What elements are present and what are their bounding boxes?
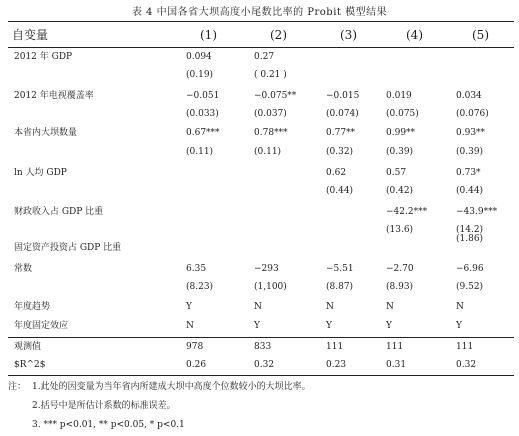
se-cell: ( 0.21 ) [254, 70, 287, 80]
flag-cell: Y [326, 321, 332, 331]
flag-cell: Y [386, 321, 392, 331]
top-rule [8, 21, 514, 22]
stats-cell: 0.32 [456, 360, 477, 370]
flag-cell: Y [456, 321, 462, 331]
coef-cell: −0.051 [186, 91, 220, 101]
stats-cell: 0.32 [254, 360, 275, 370]
se-cell: (0.11) [254, 147, 282, 157]
se-row [0, 278, 519, 296]
coef-cell: 0.27 [254, 52, 275, 62]
stats-cell: 111 [456, 342, 474, 352]
flag-cell: N [326, 302, 334, 312]
coef-cell: −0.015 [326, 91, 360, 101]
header-col-5: (5) [472, 28, 489, 42]
se-cell: (0.075) [386, 109, 419, 119]
se-row [0, 182, 519, 200]
coef-cell: 6.35 [186, 264, 207, 274]
coef-cell: −43.9*** [456, 207, 498, 217]
coef-cell: 0.77** [326, 128, 356, 138]
stats-row [0, 356, 519, 374]
se-cell: (0.11) [186, 147, 214, 157]
coef-cell: 0.73* [456, 168, 481, 178]
se-cell: (0.32) [326, 147, 354, 157]
se-cell: (9.52) [456, 282, 484, 292]
se-row [0, 143, 519, 161]
se-cell: (0.074) [326, 109, 359, 119]
coef-cell: 0.62 [326, 168, 347, 178]
table-row [0, 317, 519, 335]
stats-cell: 978 [186, 342, 204, 352]
coef-cell: −42.2*** [386, 207, 428, 217]
stats-cell: 0.23 [326, 360, 347, 370]
stats-cell: 111 [326, 342, 344, 352]
coef-cell: 0.034 [456, 91, 482, 101]
flag-cell: Y [254, 321, 260, 331]
note-1: 1.此处的因变量为当年省内所建成大坝中高度个位数较小的大坝比率。 [32, 382, 311, 392]
se-cell: (0.076) [456, 109, 489, 119]
coef-cell: 0.78*** [254, 128, 288, 138]
se-cell: (8.93) [386, 282, 414, 292]
se-cell: (0.42) [386, 186, 414, 196]
header-col-4: (4) [406, 28, 423, 42]
coef-cell: −2.70 [386, 264, 414, 274]
se-cell: (8.23) [186, 282, 214, 292]
stats-label: $R^2$ [14, 360, 46, 370]
se-cell: (13.6) [386, 225, 414, 235]
stats-cell: 833 [254, 342, 272, 352]
se-cell: (0.39) [386, 147, 414, 157]
se-row [0, 66, 519, 84]
row-label: 2012 年电视覆盖率 [14, 91, 94, 101]
row-label: 财政收入占 GDP 比重 [14, 207, 104, 217]
coef-cell: −6.96 [456, 264, 484, 274]
coef-cell: −293 [254, 264, 279, 274]
stats-cell: 111 [386, 342, 404, 352]
se-cell: (14.2) [456, 225, 484, 235]
se-cell: (0.39) [456, 147, 484, 157]
row-label: 年度趋势 [14, 302, 51, 312]
flag-cell: N [254, 302, 262, 312]
stats-cell: 0.31 [386, 360, 407, 370]
table-row [0, 87, 519, 105]
table-caption: 表 4 中国各省大坝高度小尾数比率的 Probit 模型结果 [131, 7, 388, 18]
coef-cell: 0.57 [386, 168, 407, 178]
row-label: 固定资产投资占 GDP 比重 [14, 243, 122, 253]
table-row [0, 203, 519, 221]
header-col-3: (3) [340, 28, 357, 42]
table-row [0, 124, 519, 142]
row-label: 本省内大坝数量 [14, 128, 78, 138]
table-row [0, 48, 519, 66]
coef-cell: 0.93** [456, 128, 486, 138]
notes-prefix: 注： [8, 382, 27, 392]
flag-cell: N [186, 321, 194, 331]
row-label: 年度固定效应 [14, 321, 69, 331]
table-row [0, 298, 519, 316]
table-row [0, 260, 519, 278]
stats-cell: 0.26 [186, 360, 207, 370]
bottom-rule [8, 375, 514, 376]
stats-row [0, 338, 519, 356]
row-label: 常数 [14, 264, 33, 274]
coef-cell: 0.019 [386, 91, 412, 101]
flag-cell: N [456, 302, 464, 312]
row-label: 2012 年 GDP [14, 52, 73, 62]
se-row [0, 105, 519, 123]
se-cell: (0.033) [186, 109, 219, 119]
coef-cell: −5.51 [326, 264, 354, 274]
se-cell: (0.44) [456, 186, 484, 196]
se-cell: (0.44) [326, 186, 354, 196]
flag-cell: N [386, 302, 394, 312]
table-row [0, 164, 519, 182]
header-col-1: (1) [200, 28, 217, 42]
coef-cell: 0.094 [186, 52, 212, 62]
se-cell: (1,100) [254, 282, 287, 292]
se-cell: (1.86) [456, 234, 484, 244]
se-cell: (8.87) [326, 282, 354, 292]
se-row [0, 230, 519, 248]
header-col-2: (2) [270, 28, 287, 42]
flag-cell: Y [186, 302, 192, 312]
se-cell: (0.037) [254, 109, 287, 119]
se-cell: (0.19) [186, 70, 214, 80]
note-2: 2.括号中是所估计系数的标准误差。 [32, 401, 176, 411]
header-row [0, 24, 519, 46]
stats-label: 观测值 [14, 342, 42, 352]
coef-cell: −0.075** [254, 91, 297, 101]
coef-cell: 0.99** [386, 128, 416, 138]
row-label: ln 人均 GDP [14, 168, 67, 178]
note-3: 3. *** p<0.01, ** p<0.05, * p<0.1 [32, 420, 185, 430]
coef-cell: 0.67*** [186, 128, 220, 138]
header-variable: 自变量 [12, 28, 49, 42]
